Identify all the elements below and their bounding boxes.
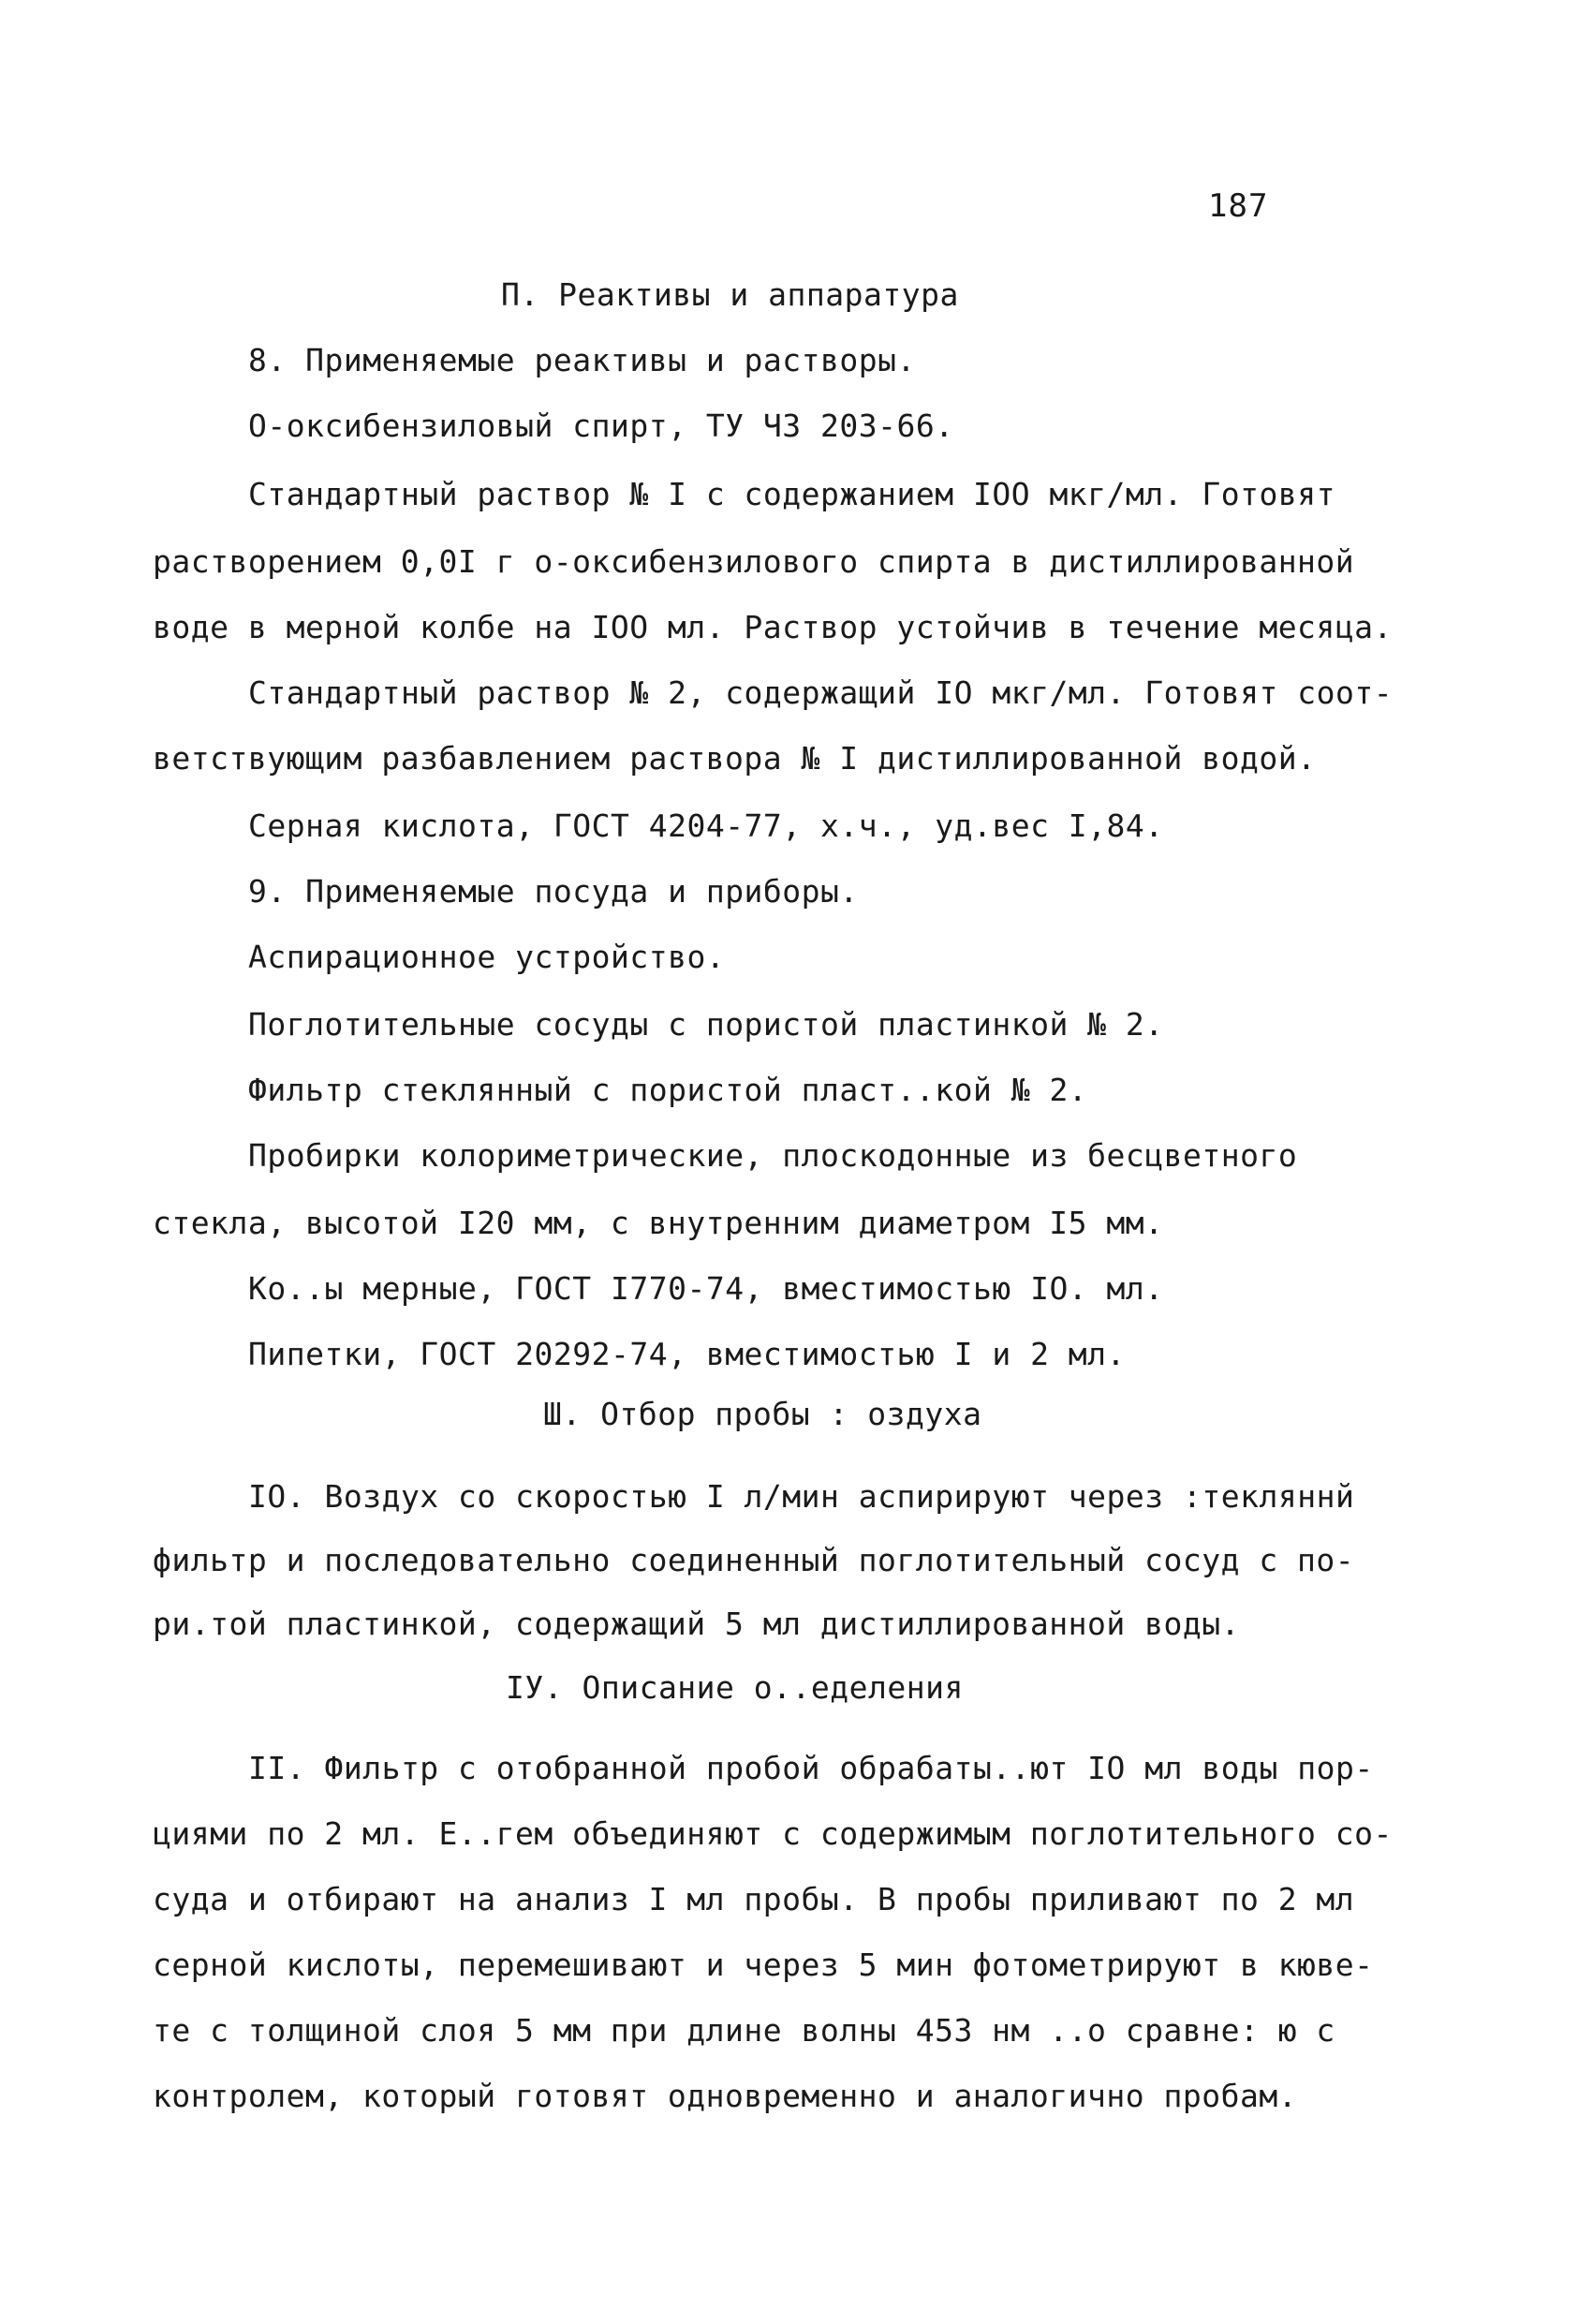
section-4-line: циями по 2 мл. Е..гем объединяют с содержимым поглотительного со- (153, 1815, 1393, 1852)
section-4-line: те с толщиной слоя 5 мм при длине волны 453 нм ..о сравне: ю с (153, 2012, 1335, 2049)
section-3-line: фильтр и последовательно соединенный поглотительный сосуд с по- (153, 1542, 1355, 1578)
section-4-line: суда и отбирают на анализ I мл пробы. В пробы приливают по 2 мл (153, 1881, 1355, 1917)
section-2-line: 8. Применяемые реактивы и растворы. (248, 342, 916, 378)
section-3-title: Ш. Отбор пробы : оздуха (543, 1396, 982, 1432)
section-2-line: Поглотительные сосуды с пористой пластинкой № 2. (248, 1006, 1164, 1043)
section-2-line: стекла, высотой I20 мм, с внутренним диаметром I5 мм. (153, 1205, 1164, 1241)
section-2-line: Фильтр стеклянный с пористой пласт..кой № 2. (248, 1072, 1088, 1108)
section-2-title: П. Реактивы и аппаратура (501, 276, 959, 313)
section-3-line: IO. Воздух со скоростью I л/мин аспирируют через :текляннй (248, 1478, 1355, 1515)
page-number: 187 (1208, 187, 1269, 225)
section-4-line: серной кислоты, перемешивают и через 5 мин фотометрируют в кюве- (153, 1947, 1374, 1983)
section-2-line: Пробирки колориметрические, плоскодонные из бесцветного (248, 1137, 1298, 1174)
section-2-line: Аспирационное устройство. (248, 939, 726, 975)
section-2-line: Ко..ы мерные, ГОСТ I770-74, вместимостью IO. мл. (248, 1270, 1164, 1307)
section-3-line: ри.той пластинкой, содержащий 5 мл дистиллированной воды. (153, 1606, 1240, 1642)
section-2-line: ветствующим разбавлением раствора № I дистиллированной водой. (153, 740, 1317, 777)
section-2-line: 9. Применяемые посуда и приборы. (248, 873, 859, 910)
section-2-line: О-оксибензиловый спирт, ТУ ЧЗ 203-66. (248, 407, 954, 444)
section-2-line: Стандартный раствор № I с содержанием IOO мкг/мл. Готовят (248, 476, 1335, 512)
section-2-line: Пипетки, ГОСТ 20292-74, вместимостью I и 2 мл. (248, 1336, 1126, 1372)
section-2-line: растворением 0,0I г о-оксибензилового спирта в дистиллированной (153, 543, 1355, 580)
section-4-line: контролем, который готовят одновременно и аналогично пробам. (153, 2078, 1298, 2114)
section-2-line: воде в мерной колбе на IOO мл. Раствор устойчив в течение месяца. (153, 609, 1393, 645)
section-4-line: II. Фильтр с отобранной пробой обрабаты..ют IO мл воды пор- (248, 1750, 1374, 1786)
section-4-title: IУ. Описание о..еделения (506, 1669, 964, 1706)
section-2-line: Стандартный раствор № 2, содержащий IO мкг/мл. Готовят соот- (248, 674, 1394, 711)
section-2-line: Серная кислота, ГОСТ 4204-77, х.ч., уд.вес I,84. (248, 807, 1164, 844)
